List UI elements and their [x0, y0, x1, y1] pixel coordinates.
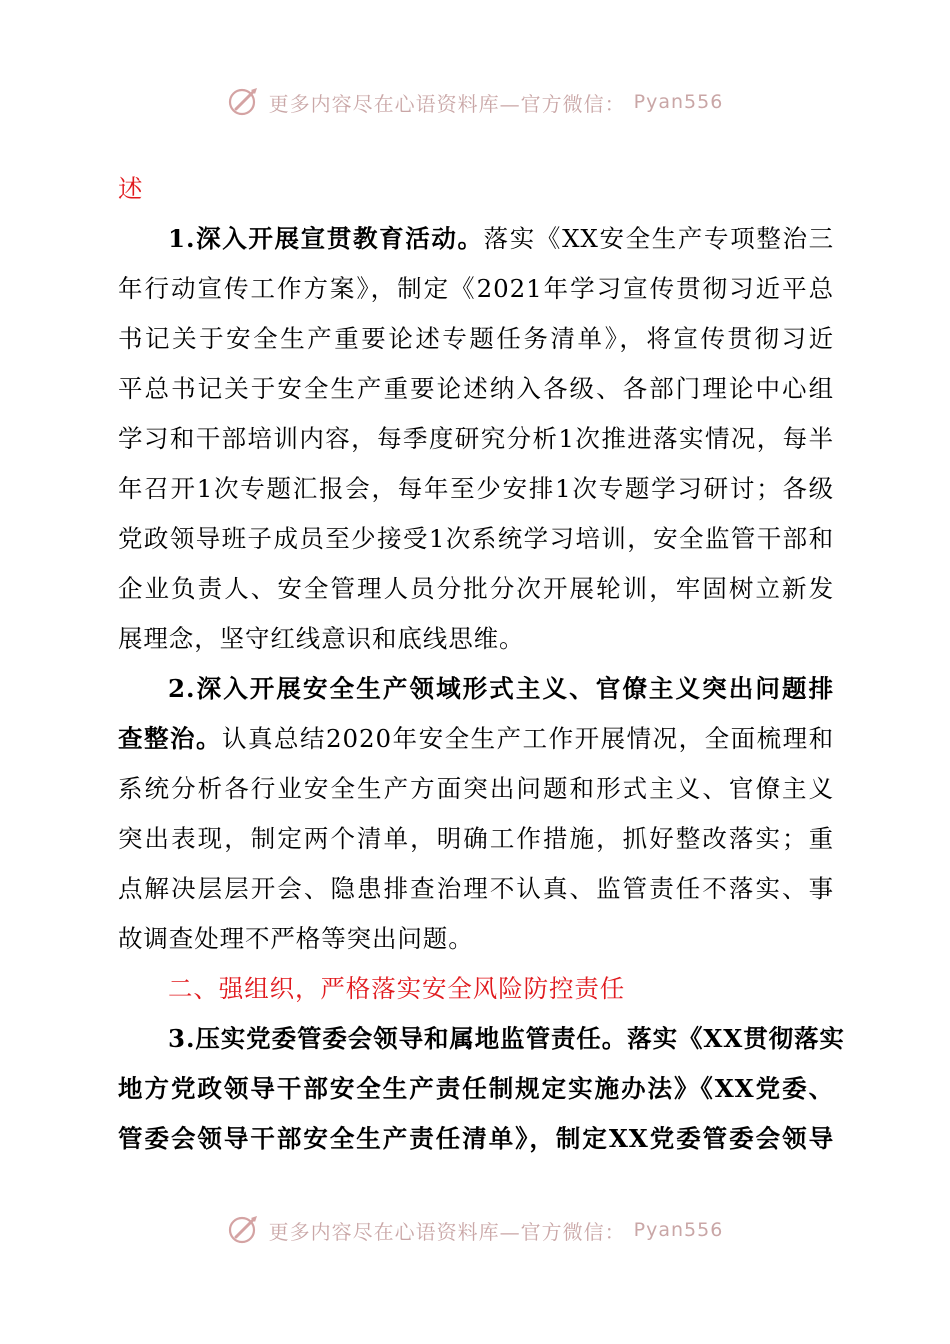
- document-body: [118, 164, 845, 1164]
- para-1-line-7: 党政领导班子成员至少接受1次系统学习培训，安全监管干部和: [118, 524, 834, 553]
- watermark-footer: [0, 1210, 950, 1250]
- item-3-line-1: 3.压实党委管委会领导和属地监管责任。落实《XX贯彻落实: [168, 1024, 845, 1053]
- item-1-text-start: 落实《XX安全生产专项整治三: [483, 224, 835, 253]
- item-1-title: 1.深入开展宣贯教育活动。: [168, 224, 484, 253]
- para-1-line-4: 平总书记关于安全生产重要论述纳入各级、各部门理论中心组: [118, 374, 834, 403]
- item-2-title-line-1: 2.深入开展安全生产领域形式主义、官僚主义突出问题排: [168, 674, 834, 703]
- para-2-line-6: 故调查处理不严格等突出问题。: [118, 924, 474, 953]
- para-2-line-3: 系统分析各行业安全生产方面突出问题和形式主义、官僚主义: [118, 774, 834, 803]
- watermark-wechat-id: Pyan556: [633, 91, 724, 113]
- watermark-text: 更多内容尽在心语资料库—官方微信：: [268, 1219, 626, 1244]
- watermark-wechat-id: Pyan556: [633, 1219, 724, 1241]
- watermark-header: [0, 82, 950, 122]
- para-2-line-4: 突出表现，制定两个清单，明确工作措施，抓好整改落实；重: [118, 824, 834, 853]
- item-3-line-2: 地方党政领导干部安全生产责任制规定实施办法》《XX党委、: [118, 1074, 834, 1103]
- para-2-line-2: [118, 714, 834, 764]
- pen-logo-icon: [227, 1213, 261, 1247]
- watermark-text: 更多内容尽在心语资料库—官方微信：: [268, 91, 626, 116]
- para-1-line-8: 企业负责人、安全管理人员分批分次开展轮训，牢固树立新发: [118, 574, 834, 603]
- para-1-line-9: 展理念，坚守红线意识和底线思维。: [118, 624, 525, 653]
- para-1-line-1: [118, 214, 834, 264]
- para-1-line-3: 书记关于安全生产重要论述专题任务清单》，将宣传贯彻习近: [118, 324, 834, 353]
- para-2-line-5: 点解决层层开会、隐患排查治理不认真、监管责任不落实、事: [118, 874, 834, 903]
- section-2-heading: 二、强组织，严格落实安全风险防控责任: [168, 974, 626, 1003]
- item-3-line-3: 管委会领导干部安全生产责任清单》，制定XX党委管委会领导: [118, 1124, 834, 1153]
- item-2-text-start: 认真总结2020年安全生产工作开展情况，全面梳理和: [222, 724, 834, 753]
- para-1-line-5: 学习和干部培训内容，每季度研究分析1次推进落实情况，每半: [118, 424, 834, 453]
- continued-heading-tail: 述: [118, 174, 144, 203]
- pen-logo-icon: [227, 85, 261, 119]
- item-2-title-end: 查整治。: [118, 724, 223, 753]
- para-1-line-2: 年行动宣传工作方案》，制定《2021年学习宣传贯彻习近平总: [118, 274, 834, 303]
- para-1-line-6: 年召开1次专题汇报会，每年至少安排1次专题学习研讨；各级: [118, 474, 834, 503]
